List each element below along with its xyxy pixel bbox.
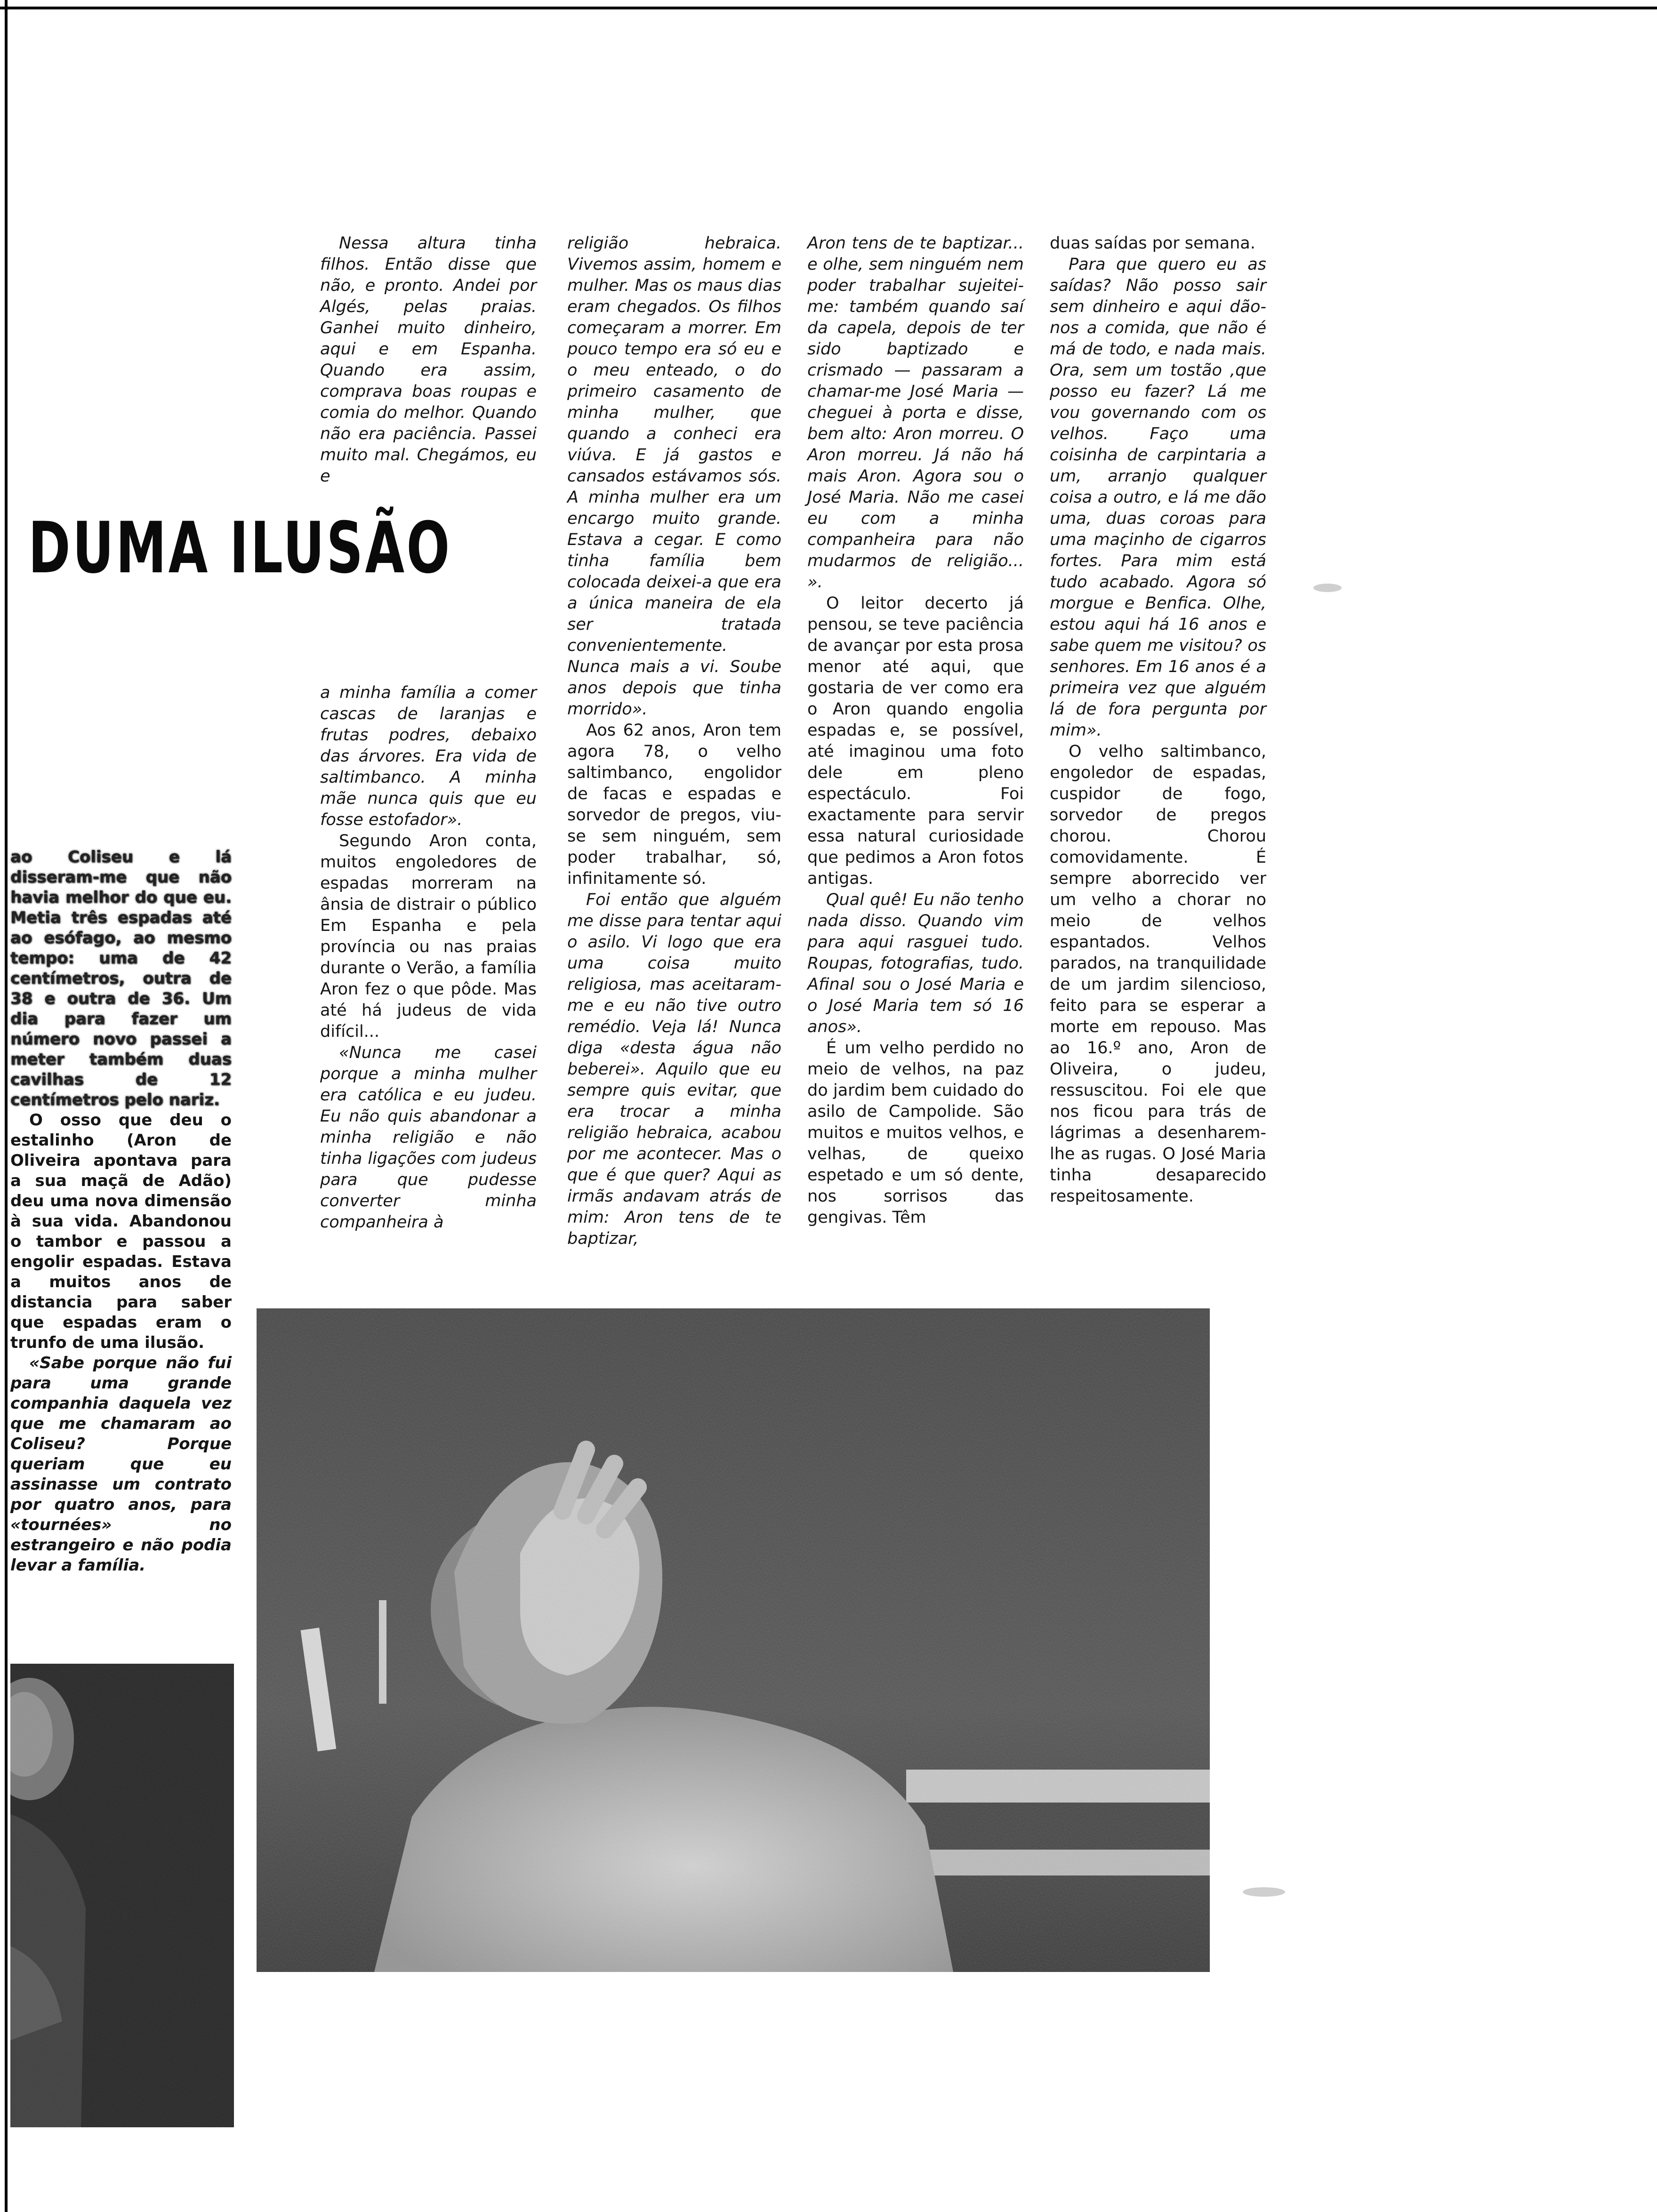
paragraph: O osso que deu o estalinho (Aron de Oliveira apontava para a sua maçã de Adão) deu uma nova dimensão à sua vida. Abandonou o tambor e passou a engolir espadas. Estava a muitos anos de distancia para saber que espadas eram o trunfo de uma ilusão. [10,1111,232,1352]
column-1-top [320,233,537,487]
paragraph: O leitor decerto já pensou, se teve paciência de avançar por esta prosa menor até aqui, que gostaria de ver como era o Aron quando engolia espadas e, se possível, até imaginou uma foto dele em pleno espectáculo. Foi exactamente para servir essa natural curiosidade que pedimos a Aron fotos antigas. [807,594,1024,888]
print-speck [1243,1887,1285,1897]
paragraph: Qual quê! Eu não tenho nada disso. Quando vim para aqui rasguei tudo. Roupas, fotografias, tudo. Afinal sou o José Maria e o José Maria tem só 16 anos». [807,890,1024,1036]
paragraph: ao Coliseu e lá disseram-me que não havia melhor do que eu. Metia três espadas até ao esófago, ao mesmo tempo: uma de 42 centímetros, outra de 38 e outra de 36. Um dia para fazer um número novo passei a meter também duas cavilhas de 12 centímetros pelo nariz. [10,848,232,1109]
column-2 [567,233,781,1250]
column-4 [1050,233,1266,1207]
paragraph: Nessa altura tinha filhos. Então disse que não, e pronto. Andei por Algés, pelas praias. Ganhei muito dinheiro, aqui e em Espanha. Quando era assim, comprava boas roupas e comia do melhor. Quando não era paciência. Passei muito mal. Chegámos, eu e [320,234,537,486]
paragraph: «Nunca me casei porque a minha mulher era católica e eu judeu. Eu não quis abandonar a minha religião e não tinha ligações com judeus para que pudesse converter minha companheira à [320,1043,537,1232]
paragraph: Aron tens de te baptizar... e olhe, sem ninguém nem poder trabalhar sujeitei-me: também quando saí da capela, depois de ter sido baptizado e crismado — passaram a chamar-me José Maria — cheguei à porta e disse, bem alto: Aron morreu. O Aron morreu. Já não há mais Aron. Agora sou o José Maria. Não me casei eu com a minha companheira para não mudarmos de religião... ». [807,234,1024,592]
paragraph: É um velho perdido no meio de velhos, na paz do jardim bem cuidado do asilo de Campolide. São muitos e muitos velhos, e velhas, de queixo espetado e um só dente, nos sorrisos das gengivas. Têm [807,1039,1024,1227]
paragraph: Segundo Aron conta, muitos engoledores de espadas morreram na ânsia de distrair o público Em Espanha e pela província ou nas praias durante o Verão, a família Aron fez o que pôde. Mas até há judeus de vida difícil... [320,832,537,1041]
paragraph: Para que quero eu as saídas? Não posso sair sem dinheiro e aqui dão-nos a comida, que não é má de todo, e nada mais. Ora, sem um tostão ,que posso eu fazer? Lá me vou governando com os velhos. Faço uma coisinha de carpintaria a um, arranjo qualquer coisa a outro, e lá me dão uma, duas coroas para uma maçinho de cigarros fortes. Para mim está tudo acabado. Agora só morgue e Benfica. Olhe, estou aqui há 16 anos e sabe quem me visitou? os senhores. Em 16 anos é a primeira vez que alguém lá de fora pergunta por mim». [1050,255,1266,740]
main-photo [257,1308,1210,1972]
paragraph: a minha família a comer cascas de laranjas e frutas podres, debaixo das árvores. Era vida de saltimbanco. A minha mãe nunca quis que eu fosse estofador». [320,683,537,829]
paragraph: duas saídas por semana. [1050,234,1255,253]
photo-portrait-partial [10,1664,234,2127]
column-3 [807,233,1024,1228]
paragraph: religião hebraica. Vivemos assim, homem e mulher. Mas os maus dias eram chegados. Os filhos começaram a morrer. Em pouco tempo era só eu e o meu enteado, o do primeiro casamento de minha mulher, que quando a conheci era viúva. E já gastos e cansados estávamos sós. A minha mulher era um encargo muito grande. Estava a cegar. E como tinha família bem colocada deixei-a que era a única maneira de ela ser tratada convenientemente. Nunca mais a vi. Soube anos depois que tinha morrido». [567,234,781,719]
article-title: DUMA ILUSÃO [28,507,452,589]
print-speck [1313,584,1342,592]
paragraph: Foi então que alguém me disse para tentar aqui o asilo. Vi logo que era uma coisa muito religiosa, mas aceitaram-me e eu não tive outro remédio. Veja lá! Nunca diga «desta água não beberei». Aquilo que eu sempre quis evitar, que era trocar a minha religião hebraica, acabou por me acontecer. Mas o que é que quer? Aqui as irmãs andavam atrás de mim: Aron tens de te baptizar, [567,890,781,1248]
paragraph: O velho saltimbanco, engoledor de espadas, cuspidor de fogo, sorvedor de pregos chorou. Chorou comovidamente. É sempre aborrecido ver um velho a chorar no meio de velhos espantados. Velhos parados, na tranquilidade de um jardim silencioso, feito para se esperar a morte em repouso. Mas ao 16.º ano, Aron de Oliveira, o judeu, ressuscitou. Foi ele que nos ficou para trás de lágrimas a desenharem-lhe as rugas. O José Maria tinha desaparecido respeitosamente. [1050,742,1266,1206]
top-border-rule [0,7,1657,9]
paragraph: «Sabe porque não fui para uma grande companhia daquela vez que me chamaram ao Coliseu? Porque queriam que eu assinasse um contrato por quatro anos, para «tournées» no estrangeiro e não podia levar a família. [10,1354,232,1575]
left-photo [10,1664,234,2127]
paragraph: Aos 62 anos, Aron tem agora 78, o velho saltimbanco, engolidor de facas e espadas e sorvedor de pregos, viu-se sem ninguém, sem poder trabalhar, só, infinitamente só. [567,721,781,888]
column-left-partial [10,847,232,1576]
column-1-bottom [320,682,537,1233]
left-border-rule [5,0,8,2212]
photo-old-man-crying [257,1308,1210,1972]
